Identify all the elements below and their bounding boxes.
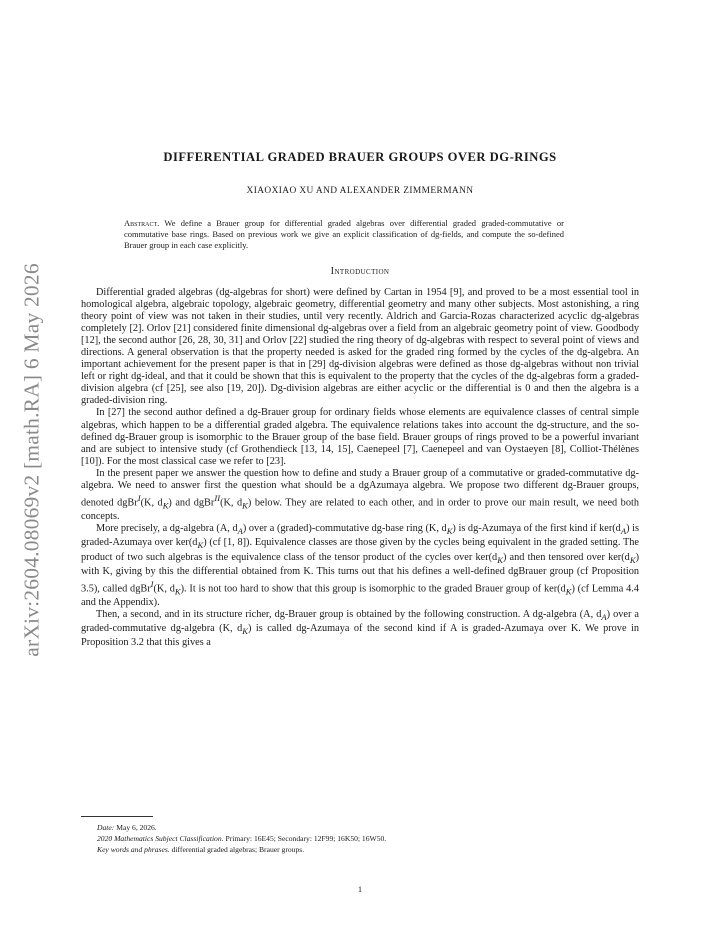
paragraph-4: More precisely, a dg-algebra (A, $d_A$) over a (graded)-commutative dg-base ring (K, $d_K$) is dg-Azumaya of the first kind if $ker(d_A)$ is graded-Azumaya over $ker(d_K)$ (cf [1, 8]). Equivalence classes are those given by the cycles being equivalent in the graded setting. The product of two such algebras is the equivalence class of the tensor product of the cycles over $ker(d_K)$ and then tensored over $ker(d_K)$ with K, giving by this the differential obtained from K. This turns out that his defines a well-defined dgBrauer group (cf Proposition 3.5), called dgBr$^I$(K, $d_K$). It is not too hard to show that this group is isomorphic to the graded Brauer group of $ker(d_K)$ (cf Lemma 4.4 and the Appendix).	[81, 523, 640, 609]
abstract	[124, 218, 564, 252]
paper-authors: XIAOXIAO XU AND ALEXANDER ZIMMERMANN	[246, 186, 474, 196]
abstract-label: Abstract.	[124, 218, 160, 228]
section-heading-introduction: Introduction	[330, 266, 390, 277]
footnotes	[97, 822, 637, 855]
paper-title: DIFFERENTIAL GRADED BRAUER GROUPS OVER DG-RINGS	[163, 150, 557, 164]
arxiv-sidebar-stamp	[6, 250, 58, 670]
arxiv-id-label: arXiv:2604.08069v2 [math.RA] 6 May 2026	[19, 263, 44, 657]
introduction-body	[81, 287, 639, 649]
footnote-keywords: Key words and phrases. differential graded algebras; Brauer groups.	[97, 845, 305, 854]
paragraph-5: Then, a second, and in its structure richer, dg-Brauer group is obtained by the following construction. A dg-algebra (A, $d_A$) over a graded-commutative dg-algebra (K, $d_K$) is called dg-Azumaya of the second kind if A is graded-Azumaya over K. We prove in Proposition 3.2 that this gives a	[81, 609, 639, 649]
abstract-text: We define a Brauer group for differential graded algebras over differential graded graded-commutative or commutative base rings. Based on previous work we give an explicit classification of dg-fields, and compute the so-defined Brauer group in each case explicitly.	[124, 218, 564, 251]
footnote-date: Date: May 6, 2026.	[97, 823, 157, 832]
footnote-rule	[81, 816, 153, 817]
paragraph-2: In [27] the second author defined a dg-Brauer group for ordinary fields whose elements are equivalence classes of central simple algebras, which happen to be a differential graded algebra. The equivalence relations takes into account the dg-structure, and the so-defined dg-Brauer group is isomorphic to the Brauer group of the base field. Brauer groups of rings proved to be a powerful invariant and are subject to intensive study (cf Grothendieck [13, 14, 15], Caenepeel [7], Caenepeel and van Oystaeyen [8], Colliot-Thélènes [10]). For the most classical case we refer to [23].	[81, 407, 639, 467]
page-number: 1	[357, 884, 363, 894]
footnote-msc: 2020 Mathematics Subject Classification. Primary: 16E45; Secondary: 12F99; 16K50; 16W50.	[97, 834, 387, 843]
paragraph-3: In the present paper we answer the question how to define and study a Brauer group of a commutative or graded-commutative dg-algebra. We need to answer first the question what should be a dgAzumaya algebra. We propose two different dg-Brauer groups, denoted dgBr$^I$(K, $d_K$) and dgBr$^{II}$(K, $d_K$) below. They are related to each other, and in order to prove our main result, we need both concepts.	[81, 467, 639, 523]
paragraph-1: Differential graded algebras (dg-algebras for short) were defined by Cartan in 1954 [9], and proved to be a most essential tool in homological algebra, algebraic topology, algebraic geometry, differential geometry and many other subjects. Most astonishing, a ring theory point of view was not taken in their studies, until very recently. Aldrich and Garcia-Rozas characterized acyclic dg-algebras completely [2]. Orlov [21] considered finite dimensional dg-algebras over a field from an algebraic geometry point of view. Goodbody [12], the second author [26, 28, 30, 31] and Orlov [22] studied the ring theory of dg-algebras with respect to several point of views and directions. A general observation is that the property needed is asked for the graded ring formed by the cycles of the dg-algebra. An important achievement for the present paper is that in [29] dg-division algebras were defined as those dg-algebras without non trivial left or right dg-ideal, and that it could be shown that this is equivalent to the property that the cycles of the dg-algebras form a graded-division algebra (cf [25], see also [19, 20]). Dg-division algebras are either acyclic or the differential is 0 and then the algebra is a graded-division ring.	[81, 287, 639, 407]
